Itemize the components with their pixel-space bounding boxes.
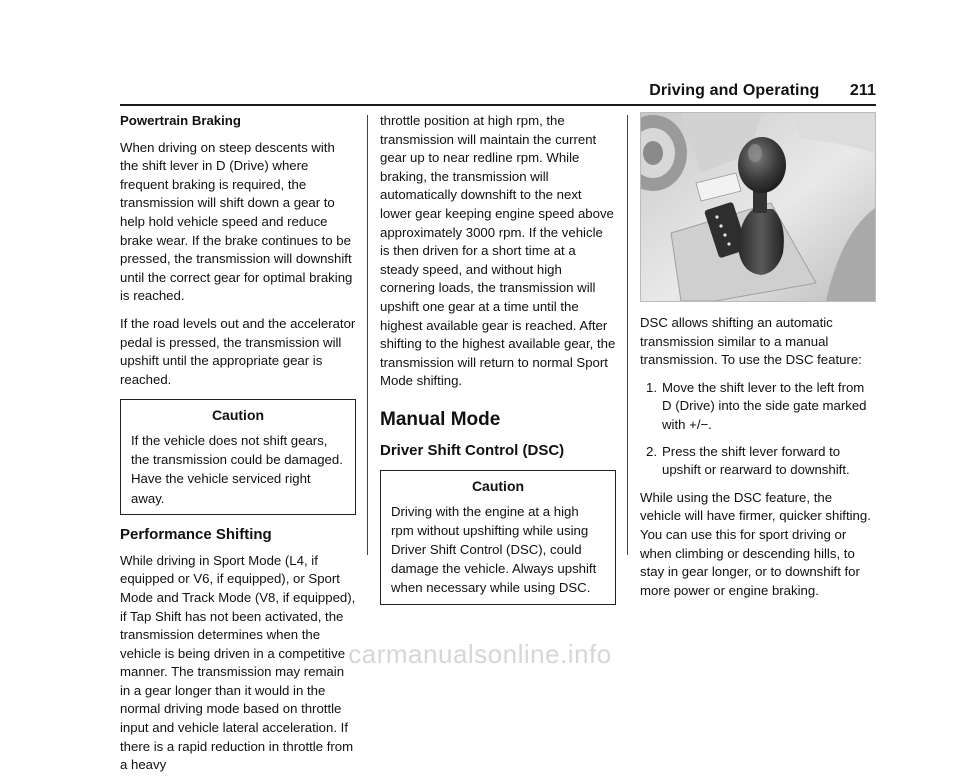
page-header xyxy=(649,82,876,100)
dsc-steps-list xyxy=(640,379,876,480)
list-item xyxy=(640,443,876,480)
paragraph: If the road levels out and the accelerator pedal is pressed, the transmission will upshift until the appropriate gear is reached. xyxy=(120,315,356,387)
paragraph: While driving in Sport Mode (L4, if equipped or V6, if equipped), or Sport Mode and Track Mode (V8, if equipped), if Tap Shift has not been activated, the transmission determines when the vehicle is being driven in a competitive manner. The transmission may remain in a gear longer than it would in the normal driving mode based on throttle input and vehicle lateral acceleration. If there is a rapid reduction in throttle from a heavy xyxy=(120,552,356,773)
performance-shifting-heading: Performance Shifting xyxy=(120,525,272,543)
shift-lever-illustration xyxy=(640,112,876,302)
powertrain-braking-heading: Powertrain Braking xyxy=(120,113,241,128)
page-number: 211 xyxy=(849,82,876,99)
section-title: Driving and Operating xyxy=(649,82,820,99)
manual-mode-heading: Manual Mode xyxy=(380,408,501,430)
dsc-heading: Driver Shift Control (DSC) xyxy=(380,441,565,459)
caution-text: Driving with the engine at a high rpm without upshifting while using Driver Shift Control (DSC), could damage the vehicle. Always upshift when necessary while using DSC. xyxy=(391,503,597,596)
caution-title: Caution xyxy=(211,407,265,424)
paragraph: While using the DSC feature, the vehicle will have firmer, quicker shifting. You can use this for sport driving or when climbing or descending hills, to stay in gear longer, or to downshift for more power or engine braking. xyxy=(640,489,871,598)
caution-box xyxy=(380,470,616,605)
column-divider xyxy=(367,115,368,555)
column-divider xyxy=(627,115,628,555)
column-left xyxy=(120,112,356,784)
watermark: carmanualsonline.info xyxy=(348,639,612,669)
header-rule xyxy=(120,104,876,106)
column-right xyxy=(640,112,876,609)
column-middle xyxy=(380,112,616,615)
caution-text: If the vehicle does not shift gears, the transmission could be damaged. Have the vehicle serviced right away. xyxy=(131,432,343,506)
step-number: 2. xyxy=(646,443,657,459)
caution-box xyxy=(120,399,356,514)
step-number: 1. xyxy=(646,379,657,395)
step-text: Move the shift lever to the left from D (Drive) into the side gate marked with +/−. xyxy=(662,379,867,432)
paragraph: throttle position at high rpm, the transmission will maintain the current gear up to near redline rpm. While braking, the transmission will automatically downshift to the next lower gear keeping engine speed above approximately 3000 rpm. If the vehicle is then driven for a short time at a steady speed, and without high cornering loads, the transmission will upshift one gear at a time until the highest available gear is reached. After shifting to the highest available gear, the transmission will return to normal Sport Mode shifting. xyxy=(380,113,616,389)
step-text: Press the shift lever forward to upshift or rearward to downshift. xyxy=(662,443,850,478)
list-item xyxy=(640,379,876,435)
paragraph: DSC allows shifting an automatic transmission similar to a manual transmission. To use the DSC feature: xyxy=(640,315,862,368)
paragraph: When driving on steep descents with the shift lever in D (Drive) where frequent braking is required, the transmission will shift down a gear to help hold vehicle speed and reduce brake wear. If the brake continues to be pressed, the transmission will downshift until the correct gear for optimal braking is reached. xyxy=(120,139,353,304)
caution-title: Caution xyxy=(471,477,525,494)
